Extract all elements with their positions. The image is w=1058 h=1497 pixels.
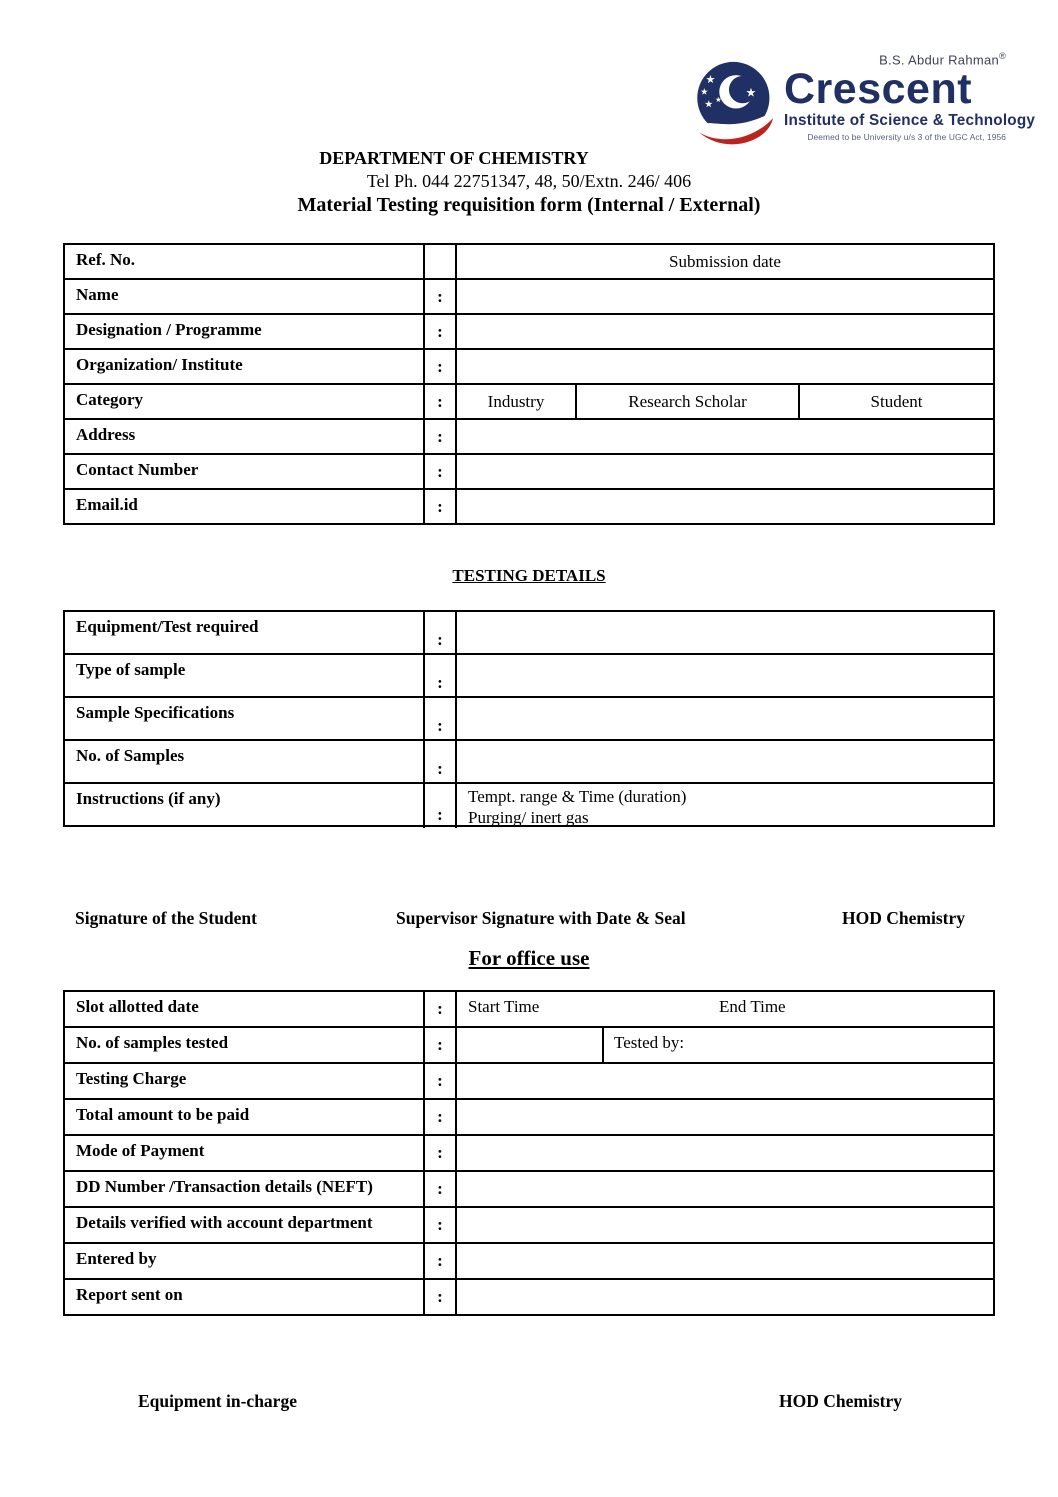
testing-details-heading: TESTING DETAILS	[452, 566, 606, 585]
start-time-label: Start Time	[468, 997, 540, 1016]
row-label: Designation / Programme	[65, 315, 425, 348]
tested-by-label: Tested by:	[614, 1033, 685, 1052]
slot-time-cell	[457, 992, 993, 1026]
logo-trust-name: B.S. Abdur Rahman®	[879, 51, 1006, 68]
end-time-label: End Time	[719, 997, 786, 1016]
row-colon: :	[425, 1172, 457, 1206]
row-value-cell	[457, 280, 993, 313]
table-row-instructions	[65, 784, 993, 825]
row-label: Testing Charge	[65, 1064, 425, 1098]
table-row-email	[65, 490, 993, 523]
row-value-cell	[457, 1172, 993, 1206]
table-row-sample-type	[65, 655, 993, 698]
row-colon: :	[425, 612, 457, 653]
crescent-emblem-icon	[692, 58, 780, 152]
student-signature-label: Signature of the Student	[75, 908, 257, 928]
hod-signature-label: HOD Chemistry	[842, 908, 965, 928]
row-label: Total amount to be paid	[65, 1100, 425, 1134]
row-label: Report sent on	[65, 1280, 425, 1314]
registered-trademark-symbol: ®	[999, 51, 1006, 61]
row-colon: :	[425, 1280, 457, 1314]
category-option-research-scholar: Research Scholar	[577, 385, 800, 418]
logo-wordmark: Crescent	[784, 65, 973, 114]
department-title: DEPARTMENT OF CHEMISTRY	[319, 148, 589, 168]
tested-by-cell	[457, 1028, 993, 1062]
row-value-cell	[457, 1100, 993, 1134]
logo-text-block	[784, 51, 1036, 143]
row-label: Mode of Payment	[65, 1136, 425, 1170]
category-option-industry: Industry	[457, 385, 577, 418]
row-colon: :	[425, 420, 457, 453]
row-label: Email.id	[65, 490, 425, 523]
table-row-name	[65, 280, 993, 315]
row-label: Organization/ Institute	[65, 350, 425, 383]
row-value-cell	[457, 741, 993, 782]
instructions-cell	[457, 784, 993, 828]
row-label: Instructions (if any)	[65, 784, 425, 828]
row-colon: :	[425, 741, 457, 782]
category-option-student: Student	[870, 391, 923, 411]
table-row-designation	[65, 315, 993, 350]
table-row-ref-no	[65, 245, 993, 280]
row-colon: :	[425, 698, 457, 739]
row-colon: :	[425, 655, 457, 696]
row-label: Contact Number	[65, 455, 425, 488]
applicant-details-table	[63, 243, 995, 525]
table-row-sample-specs	[65, 698, 993, 741]
row-value-cell	[457, 315, 993, 348]
logo-tagline: Deemed to be University u/s 3 of the UGC Act, 1956	[807, 132, 1006, 143]
row-label: Category	[65, 385, 425, 418]
row-colon: :	[425, 280, 457, 313]
office-use-heading: For office use	[468, 946, 590, 970]
row-colon: :	[425, 455, 457, 488]
row-value-cell	[457, 1244, 993, 1278]
table-row-organization	[65, 350, 993, 385]
row-label: Slot allotted date	[65, 992, 425, 1026]
row-label: Address	[65, 420, 425, 453]
row-label: Name	[65, 280, 425, 313]
row-value-cell	[457, 612, 993, 653]
instruction-line: Purging/ inert gas	[468, 807, 589, 827]
row-label: Type of sample	[65, 655, 425, 696]
equipment-incharge-label: Equipment in-charge	[138, 1391, 297, 1411]
row-colon: :	[425, 1028, 457, 1062]
row-label: Sample Specifications	[65, 698, 425, 739]
instruction-line: Tempt. range & Time (duration)	[468, 787, 687, 806]
row-label: No. of samples tested	[65, 1028, 425, 1062]
row-value-cell	[457, 1280, 993, 1314]
row-colon: :	[425, 1208, 457, 1242]
row-colon: :	[425, 1136, 457, 1170]
row-value-cell	[457, 490, 993, 523]
row-colon: :	[425, 315, 457, 348]
row-label: Details verified with account department	[65, 1208, 425, 1242]
samples-tested-blank	[457, 1028, 604, 1062]
row-value-cell	[457, 1064, 993, 1098]
supervisor-signature-label: Supervisor Signature with Date & Seal	[396, 908, 686, 928]
row-value-cell	[457, 655, 993, 696]
row-label: DD Number /Transaction details (NEFT)	[65, 1172, 425, 1206]
row-colon: :	[425, 1244, 457, 1278]
row-colon	[425, 245, 457, 278]
row-colon: :	[425, 992, 457, 1026]
testing-details-table	[63, 610, 995, 827]
category-options	[457, 385, 993, 418]
row-value-cell	[457, 350, 993, 383]
form-title: Material Testing requisition form (Internal / External)	[297, 194, 761, 216]
row-colon: :	[425, 385, 457, 418]
table-row-report-sent	[65, 1280, 993, 1314]
table-row-contact	[65, 455, 993, 490]
phone-line: Tel Ph. 044 22751347, 48, 50/Extn. 246/ 406	[366, 171, 692, 191]
row-label: Ref. No.	[65, 245, 425, 278]
row-colon: :	[425, 1100, 457, 1134]
row-value-cell	[457, 420, 993, 453]
institute-logo	[692, 51, 1036, 152]
row-colon: :	[425, 1064, 457, 1098]
office-use-table	[63, 990, 995, 1316]
row-colon: :	[425, 784, 457, 828]
table-row-sample-count	[65, 741, 993, 784]
table-row-total-amount	[65, 1100, 993, 1136]
table-row-slot-date	[65, 992, 993, 1028]
table-row-equipment	[65, 612, 993, 655]
submission-date-header: Submission date	[669, 251, 781, 271]
row-value-cell	[457, 455, 993, 488]
table-row-details-verified	[65, 1208, 993, 1244]
row-value-cell	[457, 1136, 993, 1170]
row-value-cell	[457, 698, 993, 739]
logo-subtitle: Institute of Science & Technology	[784, 112, 1036, 130]
row-colon: :	[425, 350, 457, 383]
row-label: Equipment/Test required	[65, 612, 425, 653]
row-value-cell	[457, 1208, 993, 1242]
row-label: Entered by	[65, 1244, 425, 1278]
table-row-address	[65, 420, 993, 455]
table-row-payment-mode	[65, 1136, 993, 1172]
table-row-dd-number	[65, 1172, 993, 1208]
table-row-category	[65, 385, 993, 420]
table-row-testing-charge	[65, 1064, 993, 1100]
table-row-entered-by	[65, 1244, 993, 1280]
row-colon: :	[425, 490, 457, 523]
footer-hod-label: HOD Chemistry	[779, 1391, 902, 1411]
table-row-samples-tested	[65, 1028, 993, 1064]
row-label: No. of Samples	[65, 741, 425, 782]
